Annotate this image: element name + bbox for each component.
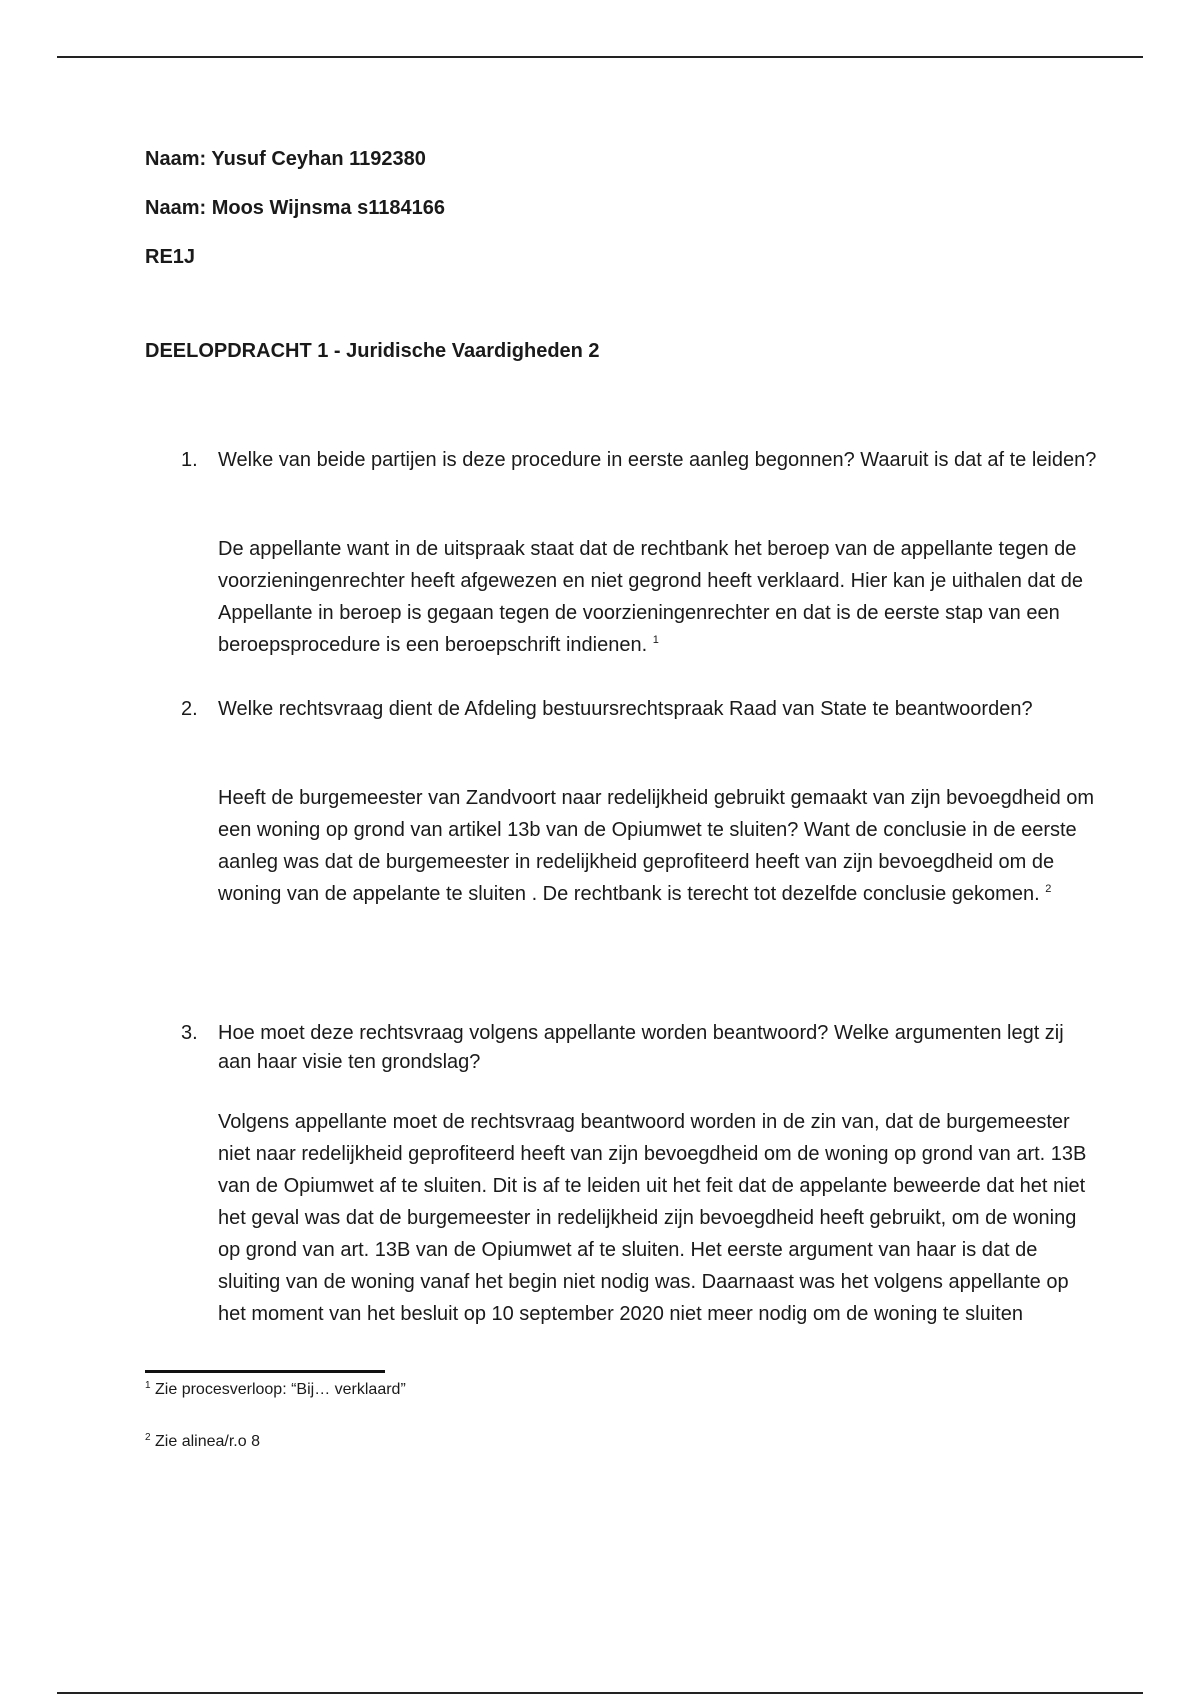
answer-3 — [218, 1106, 1098, 1330]
answer-3-text: Volgens appellante moet de rechtsvraag beantwoord worden in de zin van, dat de burgemeester niet naar redelijkheid geprofiteerd heeft van zijn bevoegdheid om de woning op grond van art. 13B van de Opiumwet af te sluiten. Dit is af te leiden uit het feit dat de appelante beweerde dat het niet het geval was dat de burgemeester in redelijkheid zijn bevoegdheid heeft gebruikt, om de woning op grond van art. 13B van de Opiumwet af te sluiten. Het eerste argument van haar is dat de sluiting van de woning vanaf het begin niet nodig was. Daarnaast was het volgens appellante op het moment van het besluit op 10 september 2020 niet meer nodig om de woning te sluiten — [218, 1111, 1087, 1325]
answer-1-text: De appellante want in de uitspraak staat dat de rechtbank het beroep van de appellante tegen de voorzieningenrechter heeft afgewezen en niet gegrond heeft verklaard. Hier kan je uithalen dat de Appellante in beroep is gegaan tegen de voorzieningenrechter en dat is de eerste stap van een beroepsprocedure is een beroepschrift indienen. — [218, 538, 1084, 656]
footnote-ref-2: 2 — [1045, 883, 1052, 895]
question-3-text: Hoe moet deze rechtsvraag volgens appellante worden beantwoord? Welke argumenten legt zij aan haar visie ten grondslag? — [218, 1022, 1064, 1073]
document-title: DEELOPDRACHT 1 - Juridische Vaardigheden 2 — [145, 340, 600, 362]
page-top-rule — [57, 56, 1143, 58]
author-name-2: Naam: Moos Wijnsma s1184166 — [145, 197, 445, 219]
footnote-1-text: Zie procesverloop: “Bij… verklaard” — [155, 1381, 406, 1398]
question-3-number: 3. — [181, 1022, 198, 1044]
answer-2-text: Heeft de burgemeester van Zandvoort naar redelijkheid gebruikt gemaakt van zijn bevoegdheid om een woning op grond van artikel 13b van de Opiumwet te sluiten? Want de conclusie in de eerste aanleg was dat de burgemeester in redelijkheid geprofiteerd heeft van zijn bevoegdheid om de woning van de appelante te sluiten . De rechtbank is terecht tot dezelfde conclusie gekomen. — [218, 787, 1095, 905]
question-1-text: Welke van beide partijen is deze procedure in eerste aanleg begonnen? Waaruit is dat af te leiden? — [218, 449, 1097, 471]
footnote-2-marker: 2 — [145, 1432, 151, 1443]
question-1-number: 1. — [181, 449, 198, 471]
footnote-1-marker: 1 — [145, 1380, 151, 1391]
footnote-ref-1: 1 — [652, 634, 659, 646]
question-2-number: 2. — [181, 698, 198, 720]
footnote-1 — [145, 1381, 406, 1399]
page-bottom-rule — [57, 1692, 1143, 1694]
footnote-separator — [145, 1370, 385, 1373]
footnote-2 — [145, 1433, 260, 1451]
answer-2 — [218, 782, 1098, 910]
author-name-1: Naam: Yusuf Ceyhan 1192380 — [145, 148, 426, 170]
footnote-2-text: Zie alinea/r.o 8 — [155, 1433, 260, 1450]
answer-1 — [218, 533, 1098, 661]
question-2-text: Welke rechtsvraag dient de Afdeling bestuursrechtspraak Raad van State te beantwoorden? — [218, 698, 1033, 720]
class-code: RE1J — [145, 246, 196, 268]
